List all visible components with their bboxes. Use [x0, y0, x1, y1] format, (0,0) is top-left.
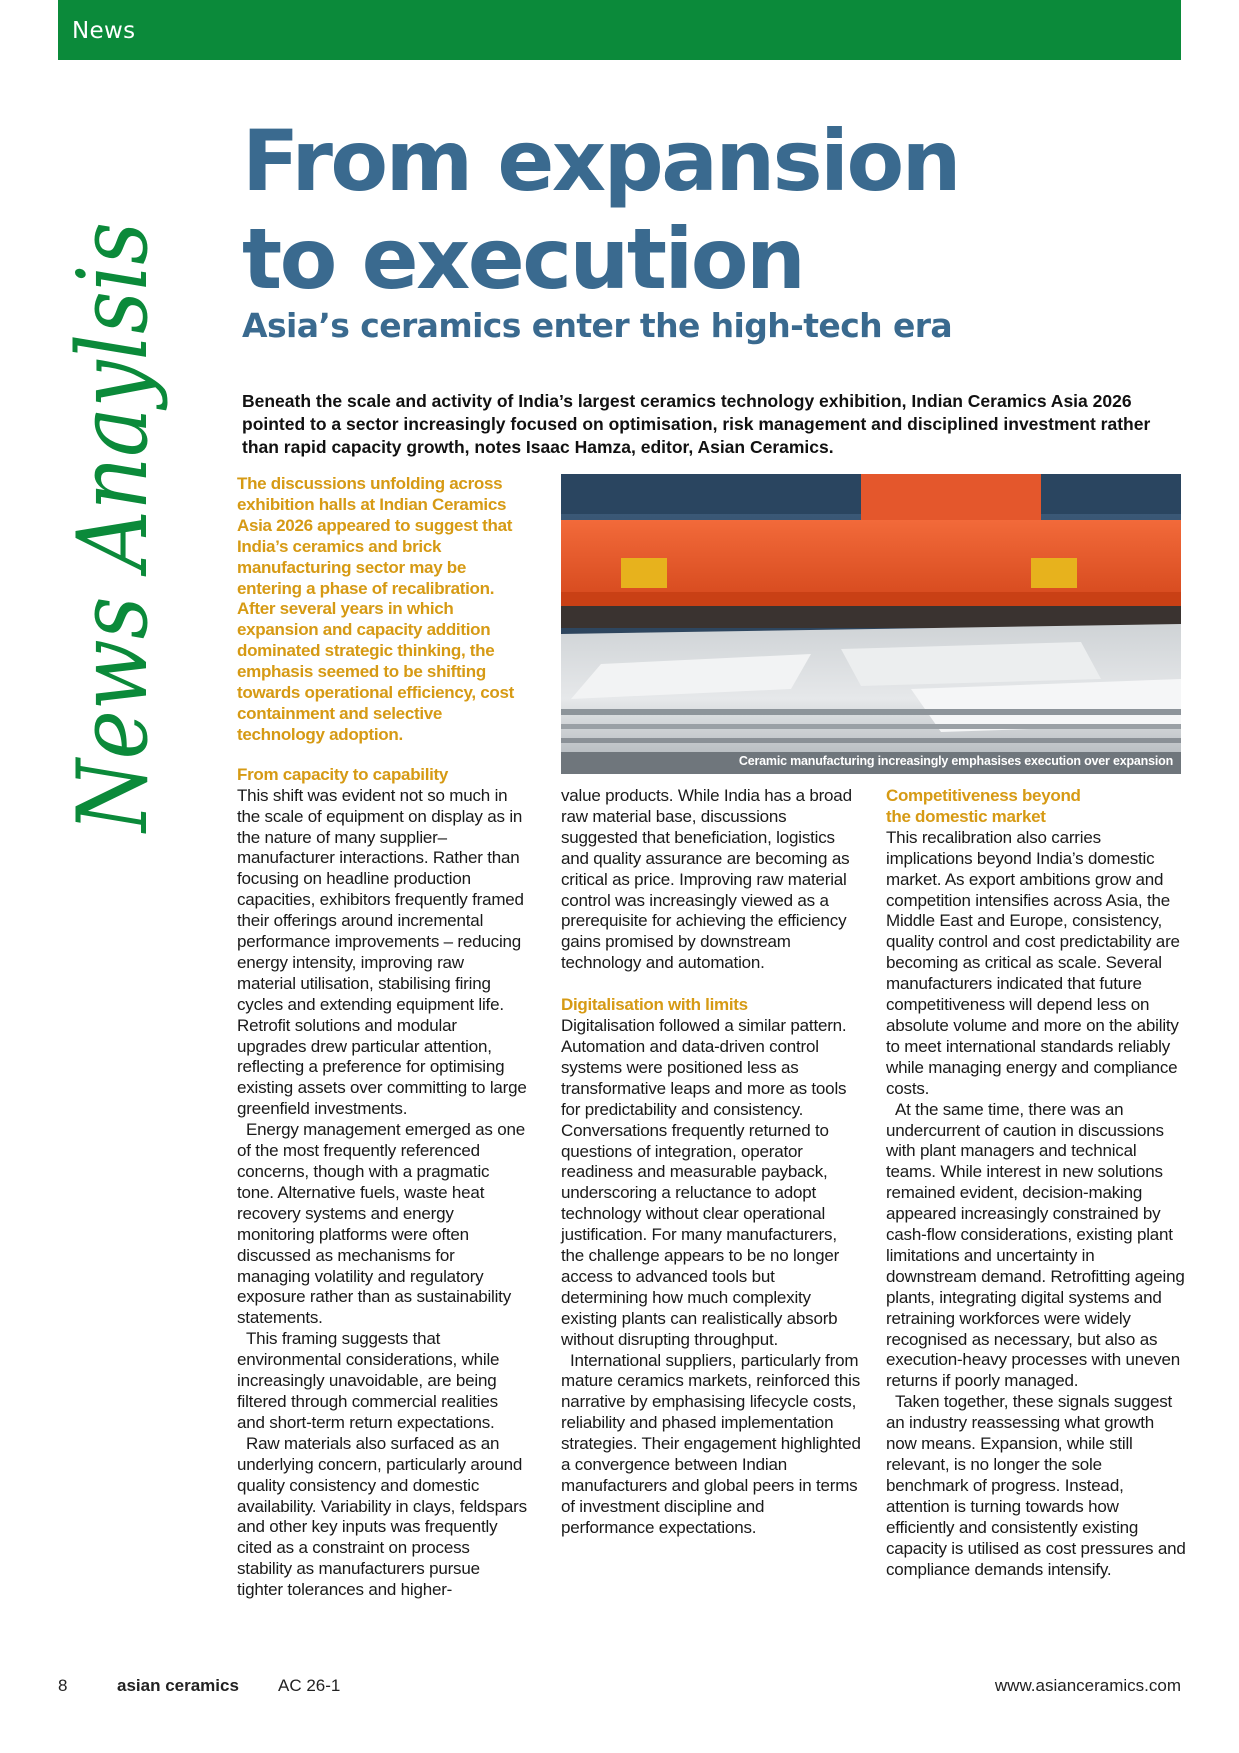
sidebar-label-text: News Anaylsis: [57, 126, 169, 832]
column-3: [886, 786, 1186, 1580]
standfirst: Beneath the scale and activity of India’s largest ceramics technology exhibition, Indian Ceramics Asia 2026 pointed to a sector increasingly focused on optimisation, risk management and disciplined investment rather than rapid capacity growth, notes Isaac Hamza, editor, Asian Ceramics.: [242, 391, 1151, 457]
article-photo: [561, 474, 1181, 774]
website-link[interactable]: www.asianceramics.com: [994, 1676, 1181, 1695]
body-paragraph: This framing suggests that environmental considerations, while increasingly unavoidable, are being filtered through commercial realities and short-term return expectations.: [237, 1329, 500, 1432]
page-number: 8: [58, 1676, 68, 1695]
magazine-name: asian ceramics: [117, 1676, 239, 1695]
body-paragraph: This shift was evident not so much in the scale of equipment on display as in the nature of many supplier–manufacturer interactions. Rather than focusing on headline production capacities, exhibitors frequently framed their offerings around incremental performance improvements – reducing energy intensity, improving raw material utilisation, stabilising firing cycles and extending equipment life. Retrofit solutions and modular upgrades drew particular attention, reflecting a preference for optimising existing assets over committing to large greenfield investments.: [237, 785, 527, 1119]
section-label: News: [72, 18, 136, 44]
section-bar: [58, 0, 1181, 60]
body-paragraph: Raw materials also surfaced as an underlying concern, particularly around quality consistency and domestic availability. Variability in clays, feldspars and other key inputs was frequently cited as a constraint on process stability as manufacturers pursue tighter tolerances and higher-: [237, 1433, 527, 1600]
column-2: [561, 786, 861, 1539]
intro-paragraph: The discussions unfolding across exhibition halls at Indian Ceramics Asia 2026 appeared to suggest that India’s ceramics and brick manufacturing sector may be entering a phase of recalibration. After several years in which expansion and capacity addition dominated strategic thinking, the emphasis seemed to be shifting towards operational efficiency, cost containment and selective technology adoption.: [237, 474, 515, 744]
body-paragraph: At the same time, there was an undercurrent of caution in discussions with plant managers and technical teams. While interest in new solutions remained evident, decision-making appeared increasingly constrained by cash-flow considerations, existing plant limitations and uncertainty in downstream demand. Retrofitting ageing plants, integrating digital systems and retraining workforces were widely recognised as necessary, but also as execution-heavy processes with uneven returns if poorly managed.: [886, 1099, 1185, 1391]
heading-competitiveness-line2: the domestic market: [886, 806, 1046, 826]
sidebar-label-graphic: [42, 126, 172, 842]
body-paragraph: Energy management emerged as one of the most frequently referenced concerns, though with a pragmatic tone. Alternative fuels, waste heat recovery systems and energy monitoring platforms were often discussed as mechanisms for managing volatility and regulatory exposure rather than as sustainability statements.: [237, 1120, 525, 1328]
heading-capacity: From capacity to capability: [237, 764, 449, 784]
photo-caption: Ceramic manufacturing increasingly emphasises execution over expansion: [738, 754, 1173, 768]
article-title-line2: to execution: [242, 210, 804, 308]
article-title-line1: From expansion: [242, 112, 959, 210]
column-1: [237, 474, 527, 1601]
body-paragraph: Digitalisation followed a similar pattern. Automation and data-driven control systems were positioned less as transformative leaps and more as tools for predictability and consistency. Conversations frequently returned to questions of integration, operator readiness and measurable payback, underscoring a reluctance to adopt technology without clear operational justification. For many manufacturers, the challenge appears to be no longer access to advanced tools but determining how much complexity existing plants can realistically absorb without disrupting throughput.: [561, 1016, 847, 1349]
body-paragraph: value products. While India has a broad raw material base, discussions suggested that beneficiation, logistics and quality assurance are becoming as critical as price. Improving raw material control was increasingly viewed as a prerequisite for achieving the efficiency gains promised by downstream technology and automation.: [561, 786, 852, 973]
heading-competitiveness-line1: Competitiveness beyond: [886, 786, 1081, 805]
heading-digitalisation: Digitalisation with limits: [561, 995, 748, 1015]
article-title: [242, 112, 1192, 308]
sidebar-label: [42, 126, 172, 842]
body-paragraph: This recalibration also carries implications beyond India’s domestic market. As export ambitions grow and competition intensifies across Asia, the Middle East and Europe, consistency, quality control and cost predictability are becoming as critical as scale. Several manufacturers indicated that future competitiveness will depend less on absolute volume and more on the ability to meet international standards reliably while managing energy and compliance costs.: [886, 827, 1180, 1098]
issue-number: AC 26-1: [278, 1676, 341, 1695]
body-paragraph: International suppliers, particularly from mature ceramics markets, reinforced this narrative by emphasising lifecycle costs, reliability and phased implementation strategies. Their engagement highlighted a convergence between Indian manufacturers and global peers in terms of investment discipline and performance expectations.: [561, 1350, 861, 1537]
body-paragraph: Taken together, these signals suggest an industry reassessing what growth now means. Expansion, while still relevant, is no longer the sole benchmark of progress. Instead, attention is turning towards how efficiently and consistently existing capacity is utilised as cost pressures and compliance demands intensify.: [886, 1392, 1186, 1579]
article-subtitle: Asia’s ceramics enter the high-tech era: [242, 306, 953, 345]
photo-illustration: [561, 474, 1181, 774]
